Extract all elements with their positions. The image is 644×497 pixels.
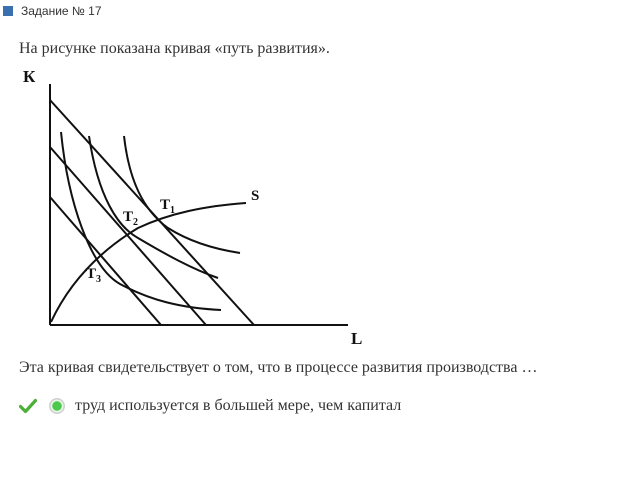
task-header xyxy=(3,3,102,19)
point-label-t3: $T_3$ xyxy=(86,266,102,285)
point-label-t1: $T_1$ xyxy=(160,197,176,216)
isocost-line-1 xyxy=(50,197,161,325)
radio-selected-icon[interactable] xyxy=(49,398,65,414)
isoquant-1 xyxy=(61,132,221,310)
answer-option[interactable] xyxy=(19,397,401,415)
axes xyxy=(50,84,348,325)
isoquant-3 xyxy=(124,136,240,253)
answer-label: труд используется в большей мере, чем капитал xyxy=(75,397,402,414)
x-axis-label: L xyxy=(351,329,363,348)
task-marker-icon xyxy=(3,6,13,16)
isoquants xyxy=(61,132,240,310)
point-label-t2: $T_2$ xyxy=(123,209,139,228)
curve-label-s: S xyxy=(251,188,260,204)
y-axis-label: К xyxy=(23,67,36,86)
statement-text: Эта кривая свидетельствует о том, что в процессе развития производства … xyxy=(19,359,538,376)
expansion-path-figure xyxy=(20,62,370,350)
task-title: Задание № 17 xyxy=(21,4,102,18)
isoquant-2 xyxy=(89,136,218,278)
question-text: На рисунке показана кривая «путь развития». xyxy=(19,40,330,57)
checkmark-icon xyxy=(19,398,37,414)
